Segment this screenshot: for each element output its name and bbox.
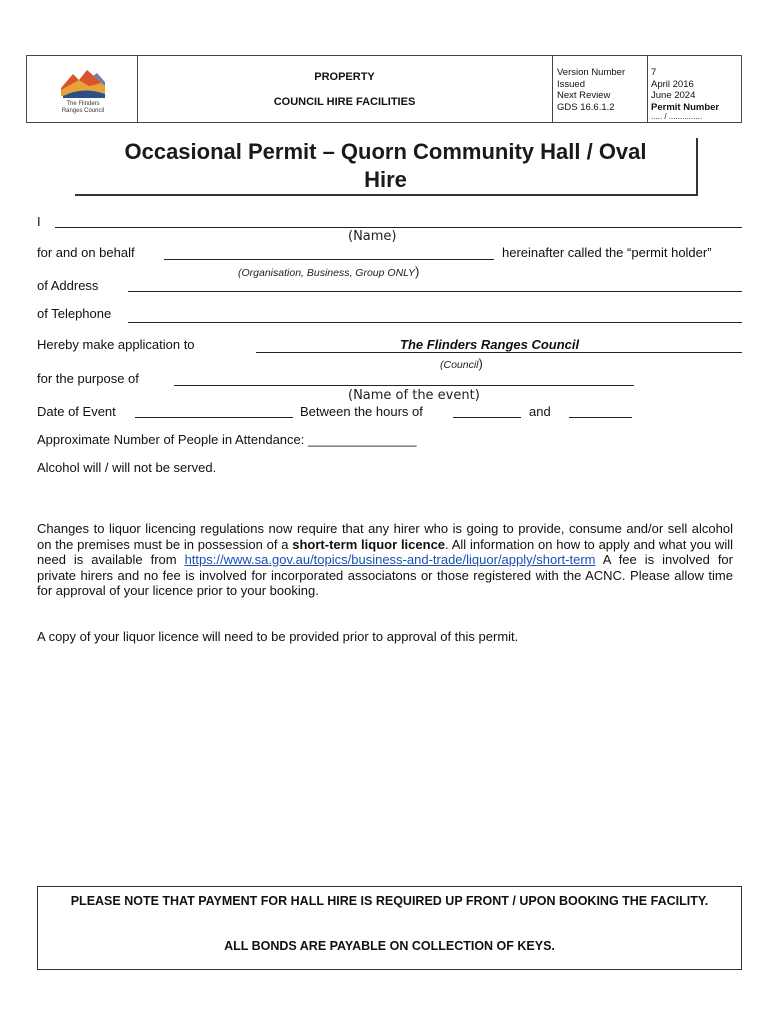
- council-value: The Flinders Ranges Council: [400, 337, 580, 352]
- name-field[interactable]: [55, 227, 742, 228]
- svg-text:Ranges Council: Ranges Council: [61, 108, 105, 114]
- version-label: Version Number: [557, 67, 626, 78]
- date-field[interactable]: [135, 417, 293, 418]
- issued-label: Issued: [557, 78, 585, 90]
- logo-cell: [27, 56, 138, 122]
- meta-labels-cell: [552, 56, 648, 122]
- behalf-label: for and on behalf: [37, 245, 135, 260]
- payment-notice-box: [37, 886, 742, 970]
- alcohol-label[interactable]: Alcohol will / will not be served.: [37, 460, 217, 475]
- telephone-label: of Telephone: [37, 306, 112, 321]
- title-cell: [137, 56, 553, 122]
- event-name-field[interactable]: [174, 385, 634, 386]
- event-name-caption: (Name of the event): [348, 388, 480, 403]
- and-label: and: [529, 404, 551, 419]
- date-label: Date of Event: [37, 404, 116, 419]
- council-field[interactable]: [256, 352, 742, 353]
- payment-notice-text: PLEASE NOTE THAT PAYMENT FOR HALL HIRE IS REQUIRED UP FRONT / UPON BOOKING THE FACILITY.: [70, 894, 709, 908]
- review-value: June 2024: [651, 90, 696, 101]
- attendance-label[interactable]: Approximate Number of People in Attendance: _______________: [37, 432, 417, 447]
- hours-label: Between the hours of: [300, 404, 423, 419]
- permit-holder-text: hereinafter called the “permit holder”: [502, 245, 712, 260]
- licence-copy-paragraph: A copy of your liquor licence will need to be provided prior to approval of this permit.: [37, 629, 519, 644]
- organisation-caption: (Organisation, Business, Group ONLY): [238, 264, 420, 279]
- i-label: I: [37, 214, 41, 229]
- address-label: of Address: [37, 278, 99, 293]
- version-value: 7: [651, 67, 657, 78]
- council-caption: (Council): [440, 356, 483, 371]
- address-field[interactable]: [128, 291, 742, 292]
- gds-label: GDS 16.6.1.2: [557, 101, 615, 113]
- permit-number-value[interactable]: ..... / ...............: [651, 112, 703, 121]
- purpose-label: for the purpose of: [37, 371, 139, 386]
- application-label: Hereby make application to: [37, 337, 195, 352]
- liquor-licence-paragraph: Changes to liquor licencing regulations now require that any hirer who is going to provide, consume and/or sell alcohol on the premises must be in possession of a short-term liquor licence. All information on how to apply and what you will need is available from https://www.sa.gov.au/topics/business-and-trade/liquor/apply/short-term A fee is involved for private hirers and no fee is involved for incorporated associatons or those registered with the ACNC. Please allow time for approval of your licence prior to your booking.: [37, 521, 733, 598]
- page-title: [75, 138, 698, 196]
- section-label: PROPERTY: [314, 71, 375, 83]
- title-line-1: Occasional Permit – Quorn Community Hall / Oval: [124, 139, 647, 164]
- start-time-field[interactable]: [453, 417, 521, 418]
- permit-number-label: Permit Number: [651, 101, 720, 113]
- telephone-field[interactable]: [128, 322, 742, 323]
- issued-value: April 2016: [651, 78, 694, 90]
- end-time-field[interactable]: [569, 417, 632, 418]
- council-logo-icon: [27, 56, 137, 122]
- meta-values-cell: [647, 56, 741, 122]
- svg-text:The Flinders: The Flinders: [66, 101, 100, 107]
- name-caption: (Name): [348, 229, 397, 244]
- header-table: [26, 55, 742, 123]
- bonds-notice-text: ALL BONDS ARE PAYABLE ON COLLECTION OF KEYS.: [224, 939, 555, 953]
- organisation-field[interactable]: [164, 259, 494, 260]
- short-term-licence-text: short-term liquor licence: [292, 536, 446, 552]
- liquor-licence-link[interactable]: https://www.sa.gov.au/topics/business-and-trade/liquor/apply/short-term: [184, 552, 596, 567]
- subsection-label: COUNCIL HIRE FACILITIES: [273, 96, 416, 108]
- review-label: Next Review: [557, 90, 611, 101]
- title-line-2: Hire: [364, 167, 407, 192]
